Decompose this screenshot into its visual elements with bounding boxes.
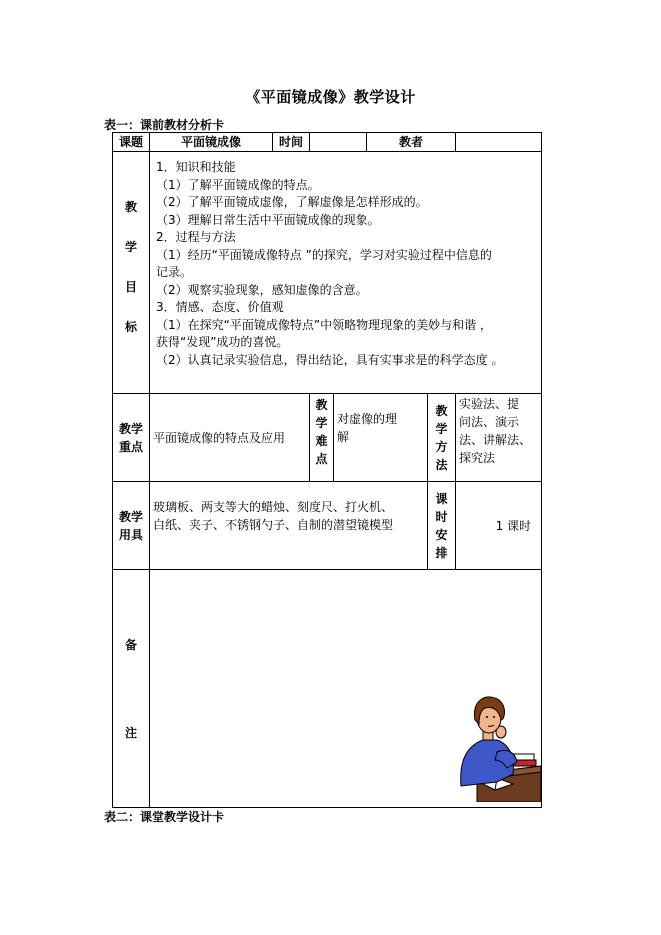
key-points-label-line: 教学: [118, 421, 143, 436]
table2-label: 表二：课堂教学设计卡: [104, 810, 225, 824]
tools-row: [113, 482, 542, 570]
notes-label-char: 注: [124, 725, 137, 740]
tools-value-line: 白纸、夹子、不锈钢勺子、自制的潜望镜模型: [153, 518, 394, 532]
method-label-char: 法: [435, 457, 448, 472]
difficulty-label-cell: [310, 394, 334, 482]
difficulty-label-char: 难: [315, 434, 328, 448]
schedule-label-char: 安: [435, 527, 448, 542]
objective-line: 1．知识和技能: [156, 160, 236, 174]
objective-line: （1）在探究“平面镜成像特点”中领略物理现象的美妙与和谐 ，: [156, 317, 492, 332]
objectives-label-char: 目: [124, 279, 137, 294]
schedule-label-char: 课: [435, 491, 448, 506]
tools-value-line: 玻璃板、两支等大的蜡烛、刻度尺、打火机、: [153, 500, 394, 514]
difficulty-label-char: 教: [315, 398, 328, 412]
method-value-line: 法、讲解法、: [459, 433, 532, 447]
objective-line: 记录。: [156, 265, 193, 279]
objectives-label-char: 学: [124, 239, 137, 254]
schedule-value-cell: 1 课时: [456, 482, 542, 570]
topic-value-cell: 平面镜成像: [150, 133, 273, 152]
tools-label-line: 用具: [118, 527, 143, 542]
method-label-char: 学: [435, 421, 448, 436]
teacher-label-cell: 教者: [367, 133, 456, 152]
difficulty-value-cell: [334, 394, 428, 482]
header-row: [113, 133, 542, 152]
topic-label-cell: 课题: [113, 133, 150, 152]
difficulty-value-line: 解: [337, 430, 350, 444]
time-value-cell: [310, 133, 367, 152]
method-value-cell: [456, 394, 542, 482]
schedule-label-cell: [428, 482, 456, 570]
method-value-line: 实验法、提: [459, 397, 520, 411]
notes-label-char: 备: [124, 637, 137, 652]
objectives-row: [113, 152, 542, 394]
objectives-label-char: 标: [124, 319, 137, 334]
objective-line: （2）了解平面镜成虚像，了解虚像是怎样形成的。: [156, 195, 428, 209]
objective-line: （1）经历“平面镜成像特点 ”的探究，学习对实验过程中信息的: [156, 247, 492, 262]
method-label-char: 方: [435, 439, 448, 454]
tools-label-line: 教学: [118, 509, 143, 524]
objective-line: （1）了解平面镜成像的特点。: [156, 177, 320, 192]
tools-value-cell: [150, 482, 428, 570]
method-label-cell: [428, 394, 456, 482]
method-label-char: 教: [435, 403, 448, 418]
thinking-person-illustration: [457, 690, 541, 802]
book-white: [514, 754, 534, 760]
eye: [486, 716, 488, 718]
objectives-content-cell: [150, 152, 542, 394]
teacher-value-cell: [456, 133, 542, 152]
key-points-value-cell: 平面镜成像的特点及应用: [150, 394, 310, 482]
page-title: 《平面镜成像》教学设计: [245, 88, 416, 106]
method-value-line: 问法、演示: [459, 415, 520, 429]
time-label-cell: 时间: [273, 133, 310, 152]
objective-line: （3）理解日常生活中平面镜成像的现象。: [156, 212, 380, 227]
difficulty-value-line: 对虚像的理: [337, 412, 398, 426]
schedule-label-char: 时: [435, 509, 448, 524]
objective-line: （2）认真记录实验信息，得出结论，具有实事求是的科学态度 。: [156, 352, 504, 367]
method-value-line: 探究法: [459, 451, 496, 465]
difficulty-label-char: 点: [315, 452, 328, 466]
objectives-label-char: 教: [124, 199, 137, 214]
difficulty-label-char: 学: [315, 416, 328, 430]
objective-line: 3．情感、态度、价值观: [156, 300, 284, 314]
key-points-label-line: 重点: [118, 439, 143, 454]
objective-line: 2．过程与方法: [156, 230, 236, 244]
objective-line: 获得“发现”成功的喜悦。: [156, 335, 289, 349]
key-points-label-cell: [113, 394, 150, 482]
eye: [493, 716, 495, 718]
notes-label-cell: [113, 570, 150, 808]
table1-label: 表一：课前教材分析卡: [104, 118, 225, 132]
objectives-label-cell: [113, 152, 150, 394]
tools-label-cell: [113, 482, 150, 570]
objective-line: （2）观察实验现象，感知虚像的含意。: [156, 282, 368, 297]
key-points-row: [113, 394, 542, 482]
schedule-label-char: 排: [435, 545, 448, 560]
